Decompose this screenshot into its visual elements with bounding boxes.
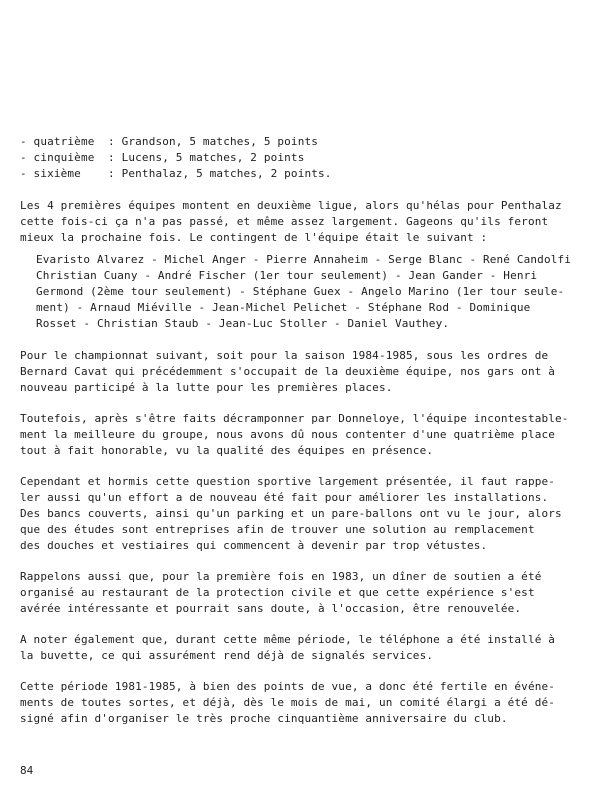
- text-line: Cette période 1981-1985, à bien des points de vue, a donc été fertile en événe-: [20, 680, 556, 693]
- text-line: cette fois-ci ça n'a pas passé, et même assez largement. Gageons qu'ils feront: [20, 215, 549, 228]
- text-line: que des études sont entreprises afin de trouver une solution au remplacement: [20, 523, 535, 536]
- roster-line: Germond (2ème tour seulement) - Stéphane Guex - Angelo Marino (1er tour seule-: [36, 285, 565, 298]
- roster-line: Christian Cuany - André Fischer (1er tour seulement) - Jean Gander - Henri: [36, 269, 538, 282]
- text-line: A noter également que, durant cette même période, le téléphone a été installé à: [20, 633, 556, 646]
- text-line: Bernard Cavat qui précédemment s'occupait de la deuxième équipe, nos gars ont à: [20, 365, 556, 378]
- text-line: Pour le championnat suivant, soit pour la saison 1984-1985, sous les ordres de: [20, 349, 549, 362]
- roster-line: Evaristo Alvarez - Michel Anger - Pierre Annaheim - Serge Blanc - René Candolfi: [36, 253, 572, 266]
- standings-rank: - sixième :: [20, 167, 115, 180]
- text-line: nouveau participé à la lutte pour les premières places.: [20, 381, 393, 394]
- roster-line: Rosset - Christian Staub - Jean-Luc Stoller - Daniel Vauthey.: [36, 317, 450, 330]
- text-line: Rappelons aussi que, pour la première fois en 1983, un dîner de soutien a été: [20, 570, 542, 583]
- text-line: Cependant et hormis cette question sportive largement présentée, il faut rappe-: [20, 475, 556, 488]
- standings-row: [20, 134, 318, 150]
- text-line: tout à fait honorable, vu la qualité des équipes en présence.: [20, 444, 434, 457]
- text-line: Des bancs couverts, ainsi qu'un parking et un pare-ballons ont vu le jour, alors: [20, 507, 562, 520]
- text-line: ler aussi qu'un effort a de nouveau été fait pour améliorer les installations.: [20, 491, 549, 504]
- standings-rank: - quatrième :: [20, 135, 115, 148]
- standings-team: Grandson, 5 matches, 5 points: [121, 135, 319, 148]
- text-line: Toutefois, après s'être faits décramponner par Donneloye, l'équipe incontestable-: [20, 412, 569, 425]
- text-line: ments de toutes sortes, et déjà, dès le mois de mai, un comité élargi a été dé-: [20, 696, 556, 709]
- text-line: avérée intéressante et pourrait sans doute, à l'occasion, être renouvelée.: [20, 602, 522, 615]
- standings-row: [20, 150, 304, 166]
- text-line: mieux la prochaine fois. Le contingent de l'équipe était le suivant :: [20, 231, 488, 244]
- page-number: 84: [20, 764, 34, 777]
- text-line: organisé au restaurant de la protection civile et que cette expérience s'est: [20, 586, 535, 599]
- standings-team: Penthalaz, 5 matches, 2 points.: [121, 167, 332, 180]
- text-line: des douches et vestiaires qui commencent à devenir par trop vétustes.: [20, 539, 488, 552]
- text-line: la buvette, ce qui assurément rend déjà de signalés services.: [20, 649, 434, 662]
- standings-team: Lucens, 5 matches, 2 points: [121, 151, 305, 164]
- text-line: ment la meilleure du groupe, nous avons dû nous contenter d'une quatrième place: [20, 428, 556, 441]
- standings-row: [20, 166, 332, 182]
- text-line: signé afin d'organiser le très proche cinquantième anniversaire du club.: [20, 712, 508, 725]
- standings-rank: - cinquième :: [20, 151, 115, 164]
- text-line: Les 4 premières équipes montent en deuxième ligue, alors qu'hélas pour Penthalaz: [20, 199, 562, 212]
- roster-line: ment) - Arnaud Miéville - Jean-Michel Pelichet - Stéphane Rod - Dominique: [36, 301, 531, 314]
